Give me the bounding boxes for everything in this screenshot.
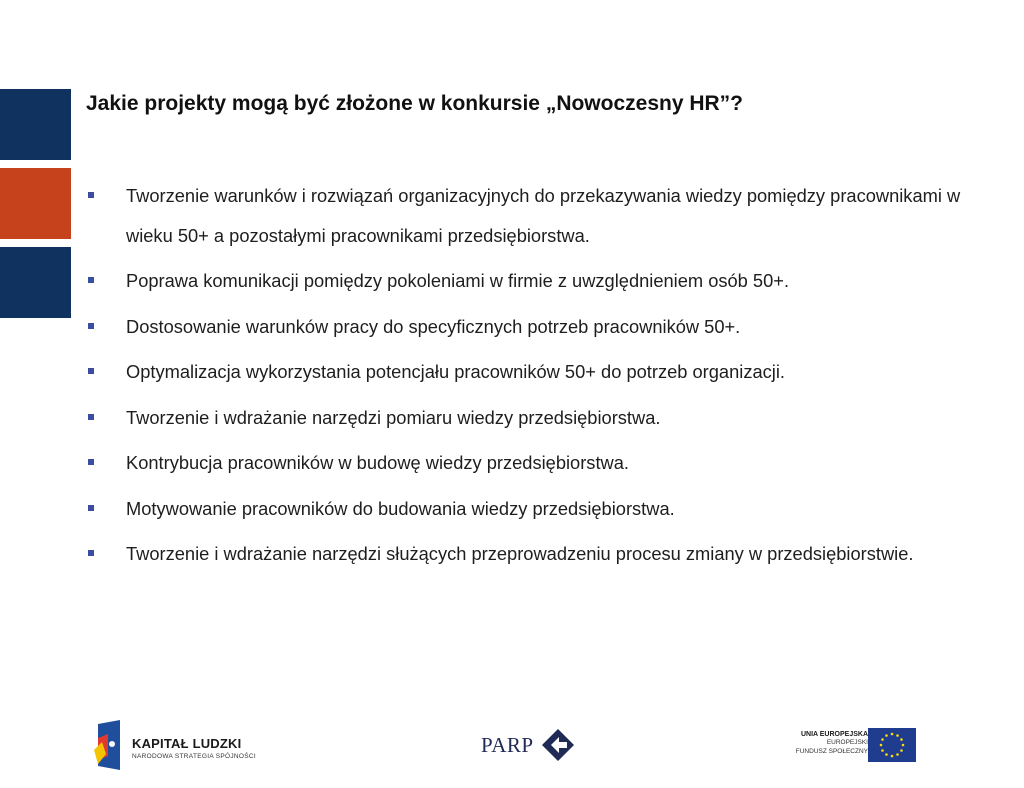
kapital-ludzki-subtitle: NARODOWA STRATEGIA SPÓJNOŚCI	[132, 753, 256, 760]
bullet-item	[86, 352, 966, 392]
decor-bar-navy-bottom	[0, 247, 71, 318]
footer-logos	[0, 712, 1024, 778]
bullet-text: Tworzenie warunków i rozwiązań organizacyjnych do przekazywania wiedzy pomiędzy pracownikami w wieku 50+ a pozostałymi pracownikami przedsiębiorstwa.	[126, 185, 961, 246]
bullet-list	[86, 176, 966, 580]
bullet-item	[86, 398, 966, 438]
bullet-square-icon	[88, 277, 94, 283]
parp-logo	[481, 728, 576, 762]
kapital-ludzki-icon	[94, 720, 124, 770]
bullet-text: Tworzenie i wdrażanie narzędzi służących przeprowadzeniu procesu zmiany w przedsiębiorstwie.	[126, 543, 914, 564]
bullet-item	[86, 534, 966, 574]
bullet-text: Kontrybucja pracowników w budowę wiedzy przedsiębiorstwa.	[126, 452, 629, 473]
bullet-text: Tworzenie i wdrażanie narzędzi pomiaru wiedzy przedsiębiorstwa.	[126, 406, 661, 428]
bullet-text: Optymalizacja wykorzystania potencjału pracowników 50+ do potrzeb organizacji.	[126, 361, 785, 382]
bullet-square-icon	[88, 550, 94, 556]
eu-line-1: UNIA EUROPEJSKA	[800, 731, 868, 738]
bullet-square-icon	[88, 459, 94, 465]
bullet-item	[86, 307, 966, 347]
bullet-text: Poprawa komunikacji pomiędzy pokoleniami w firmie z uwzględnieniem osób 50+.	[126, 270, 790, 291]
bullet-square-icon	[88, 192, 94, 198]
bullet-square-icon	[88, 505, 94, 511]
eu-line-2: EUROPEJSKI	[826, 739, 868, 746]
parp-label: PARP	[481, 733, 534, 757]
bullet-square-icon	[88, 368, 94, 374]
bullet-text: Dostosowanie warunków pracy do specyficznych potrzeb pracowników 50+.	[126, 315, 741, 337]
decor-bar-navy-top	[0, 89, 71, 160]
bullet-item	[86, 261, 966, 301]
bullet-square-icon	[88, 414, 94, 420]
bullet-square-icon	[88, 323, 94, 329]
kapital-ludzki-logo	[94, 720, 264, 770]
decor-bar-orange	[0, 168, 71, 239]
eu-flag-icon	[868, 728, 916, 762]
bullet-text: Motywowanie pracowników do budowania wiedzy przedsiębiorstwa.	[126, 497, 675, 519]
eu-line-3: FUNDUSZ SPOŁECZNY	[795, 748, 868, 755]
parp-arrows-icon	[541, 728, 575, 762]
kapital-ludzki-title: KAPITAŁ LUDZKI	[132, 736, 242, 751]
eu-text-block	[796, 731, 868, 756]
bullet-item	[86, 443, 966, 483]
eu-logo	[790, 728, 916, 764]
bullet-item	[86, 176, 966, 255]
slide-title: Jakie projekty mogą być złożone w konkursie „Nowoczesny HR”?	[86, 92, 744, 115]
bullet-item	[86, 489, 966, 529]
